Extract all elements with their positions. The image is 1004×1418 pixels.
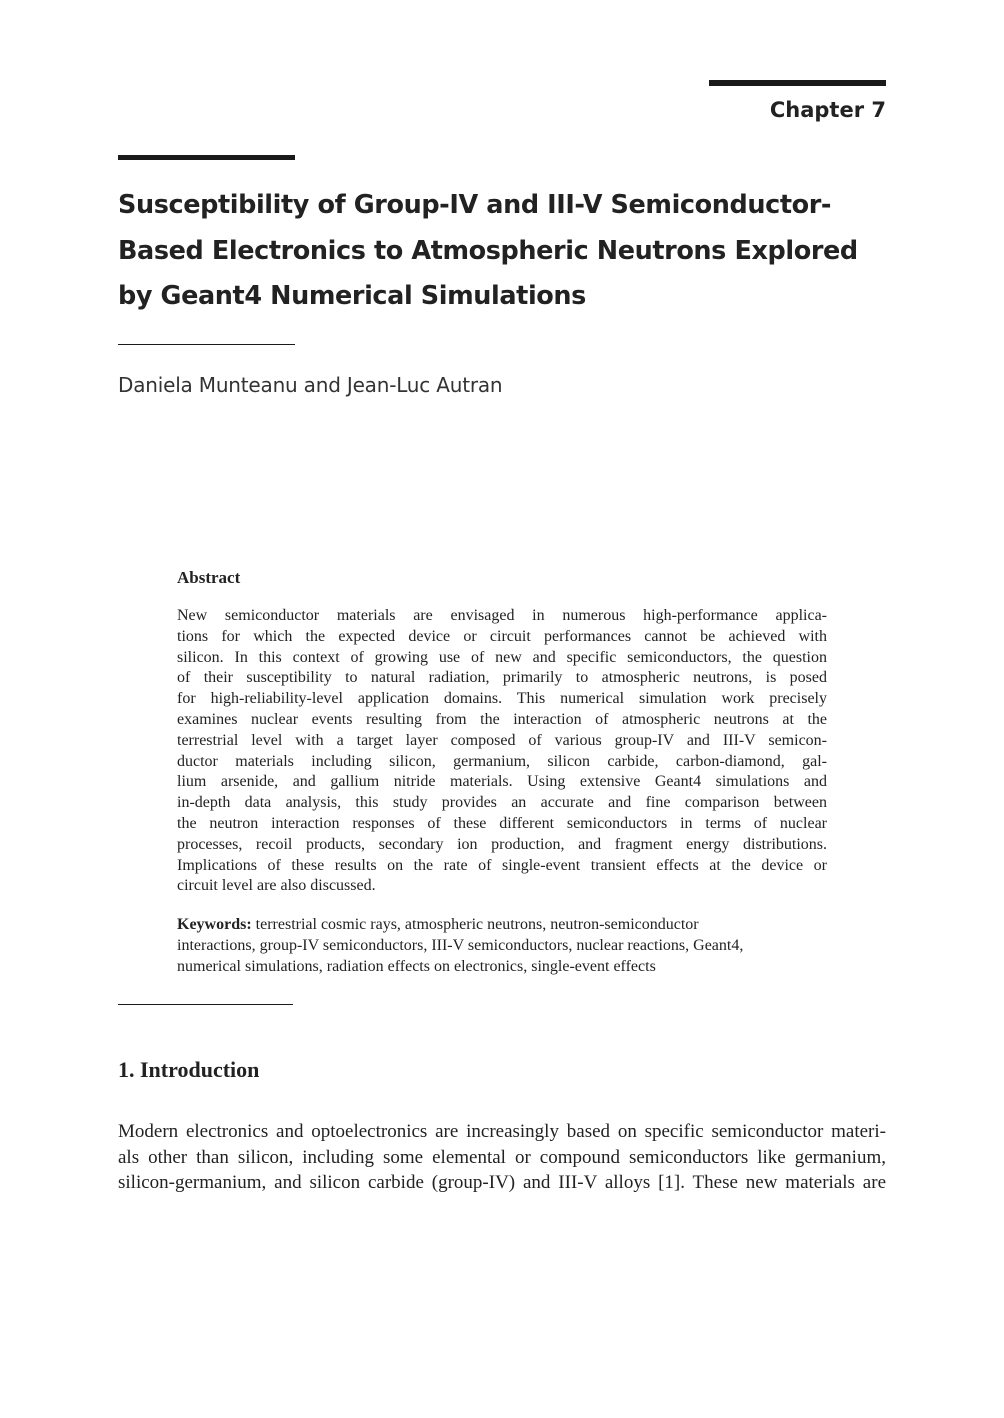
abstract-heading: Abstract [177,568,241,587]
introduction-body [118,1119,886,1196]
abstract-line: ductor materials including silicon, germanium, silicon carbide, carbon-diamond, gal- [177,752,827,770]
authors: Daniela Munteanu and Jean-Luc Autran [118,373,503,397]
abstract-line: tions for which the expected device or circuit performances cannot be achieved with [177,627,827,645]
keywords-line [177,915,827,936]
abstract-line: of their susceptibility to natural radiation, primarily to atmospheric neutrons, is posed [177,669,827,687]
abstract-line: circuit level are also discussed. [177,877,376,895]
abstract-line: silicon. In this context of growing use of new and specific semiconductors, the question [177,648,827,666]
abstract-line: New semiconductor materials are envisaged in numerous high-performance applica- [177,607,827,624]
abstract-end-rule [118,1004,293,1005]
abstract-line: in-depth data analysis, this study provides an accurate and fine comparison between [177,794,827,812]
keywords-line: numerical simulations, radiation effects on electronics, single-event effects [177,957,656,975]
chapter-label: Chapter 7 [769,98,886,122]
abstract-line: Implications of these results on the rate of single-event transient effects at the device or [177,856,827,874]
body-line: silicon-germanium, and silicon carbide (group-IV) and III-V alloys [1]. These new materials are [118,1172,886,1193]
title-line: by Geant4 Numerical Simulations [118,281,586,311]
abstract-line: for high-reliability-level application domains. This numerical simulation work precisely [177,690,827,708]
body-line: Modern electronics and optoelectronics are increasingly based on specific semiconductor materi- [118,1121,886,1142]
abstract-line: processes, recoil products, secondary ion production, and fragment energy distributions. [177,835,827,853]
keywords [177,915,827,977]
author-rule [118,344,295,345]
keywords-label: Keywords: [177,916,252,933]
abstract-line: examines nuclear events resulting from the interaction of atmospheric neutrons at the [177,710,827,728]
abstract-body [177,606,827,897]
chapter-title [118,183,898,320]
section-heading-introduction: 1. Introduction [118,1057,260,1082]
title-line: Susceptibility of Group-IV and III-V Semiconductor- [118,190,832,220]
body-line: als other than silicon, including some elemental or compound semiconductors like germanium, [118,1146,886,1168]
abstract-line: terrestrial level with a target layer composed of various group-IV and III-V semicon- [177,731,827,749]
abstract-line: the neutron interaction responses of these different semiconductors in terms of nuclear [177,814,827,832]
abstract-line: lium arsenide, and gallium nitride materials. Using extensive Geant4 simulations and [177,773,827,791]
title-rule [118,155,295,160]
keywords-text: terrestrial cosmic rays, atmospheric neutrons, neutron-semiconductor [255,916,699,933]
title-line: Based Electronics to Atmospheric Neutrons Explored [118,235,858,266]
keywords-line: interactions, group-IV semiconductors, III-V semiconductors, nuclear reactions, Geant4, [177,936,744,954]
chapter-rule [709,80,886,86]
